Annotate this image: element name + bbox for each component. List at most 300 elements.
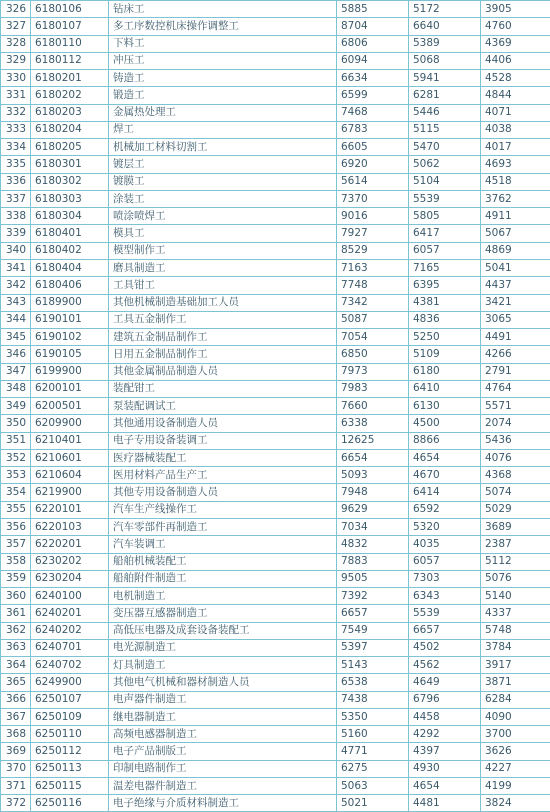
table-row	[1, 484, 550, 501]
value-low: 4518	[481, 173, 550, 190]
value-mid: 5470	[409, 139, 481, 156]
table-row	[1, 139, 550, 156]
occupation-code: 6240201	[31, 605, 109, 622]
value-low: 4760	[481, 18, 550, 35]
table-row	[1, 622, 550, 639]
table-row	[1, 242, 550, 259]
value-mid: 5941	[409, 70, 481, 87]
value-high: 5063	[337, 777, 409, 794]
occupation-code: 6210401	[31, 432, 109, 449]
value-high: 7370	[337, 190, 409, 207]
table-row	[1, 380, 550, 397]
value-low: 4090	[481, 708, 550, 725]
row-index: 369	[1, 743, 31, 760]
value-mid: 6417	[409, 225, 481, 242]
value-high: 7342	[337, 294, 409, 311]
occupation-code: 6180301	[31, 156, 109, 173]
value-high: 7468	[337, 104, 409, 121]
value-mid: 5805	[409, 208, 481, 225]
row-index: 351	[1, 432, 31, 449]
value-low: 5074	[481, 484, 550, 501]
value-high: 5087	[337, 311, 409, 328]
occupation-code: 6180204	[31, 121, 109, 138]
value-high: 5143	[337, 657, 409, 674]
occupation-name: 锻造工	[109, 87, 337, 104]
row-index: 360	[1, 588, 31, 605]
occupation-name: 下料工	[109, 35, 337, 52]
row-index: 367	[1, 708, 31, 725]
row-index: 352	[1, 449, 31, 466]
occupation-code: 6219900	[31, 484, 109, 501]
table-row	[1, 518, 550, 535]
occupation-name: 冲压工	[109, 52, 337, 69]
occupation-name: 焊工	[109, 121, 337, 138]
table-row	[1, 190, 550, 207]
row-index: 347	[1, 363, 31, 380]
value-mid: 5104	[409, 173, 481, 190]
row-index: 341	[1, 259, 31, 276]
occupation-name: 变压器互感器制造工	[109, 605, 337, 622]
occupation-name: 涂装工	[109, 190, 337, 207]
table-row	[1, 639, 550, 656]
occupation-name: 继电器制造工	[109, 708, 337, 725]
value-low: 4437	[481, 277, 550, 294]
value-low: 4869	[481, 242, 550, 259]
occupation-code: 6210601	[31, 449, 109, 466]
value-high: 7927	[337, 225, 409, 242]
occupation-name: 镀层工	[109, 156, 337, 173]
value-mid: 7165	[409, 259, 481, 276]
value-mid: 6657	[409, 622, 481, 639]
value-low: 5029	[481, 501, 550, 518]
value-low: 4071	[481, 104, 550, 121]
row-index: 331	[1, 87, 31, 104]
row-index: 357	[1, 536, 31, 553]
row-index: 345	[1, 329, 31, 346]
value-low: 4844	[481, 87, 550, 104]
occupation-name: 其他电气机械和器材制造人员	[109, 674, 337, 691]
table-row	[1, 674, 550, 691]
occupation-code: 6209900	[31, 415, 109, 432]
occupation-name: 电机制造工	[109, 588, 337, 605]
occupation-name: 磨具制造工	[109, 259, 337, 276]
value-mid: 5539	[409, 605, 481, 622]
value-high: 7948	[337, 484, 409, 501]
row-index: 343	[1, 294, 31, 311]
value-mid: 6057	[409, 553, 481, 570]
table-row	[1, 605, 550, 622]
value-low: 5571	[481, 398, 550, 415]
value-mid: 5172	[409, 1, 481, 18]
occupation-name: 镀膜工	[109, 173, 337, 190]
value-high: 7392	[337, 588, 409, 605]
value-high: 6920	[337, 156, 409, 173]
value-mid: 4654	[409, 449, 481, 466]
occupation-code: 6249900	[31, 674, 109, 691]
row-index: 348	[1, 380, 31, 397]
table-row	[1, 501, 550, 518]
row-index: 340	[1, 242, 31, 259]
value-mid: 5250	[409, 329, 481, 346]
occupation-code: 6230202	[31, 553, 109, 570]
value-mid: 7303	[409, 570, 481, 587]
table-row	[1, 743, 550, 760]
value-high: 6599	[337, 87, 409, 104]
value-low: 3626	[481, 743, 550, 760]
value-high: 6657	[337, 605, 409, 622]
value-mid: 6395	[409, 277, 481, 294]
row-index: 344	[1, 311, 31, 328]
occupation-code: 6180203	[31, 104, 109, 121]
occupation-code: 6210604	[31, 467, 109, 484]
value-low: 5041	[481, 259, 550, 276]
occupation-name: 工具钳工	[109, 277, 337, 294]
table-row	[1, 708, 550, 725]
value-mid: 4292	[409, 726, 481, 743]
row-index: 342	[1, 277, 31, 294]
row-index: 336	[1, 173, 31, 190]
row-index: 334	[1, 139, 31, 156]
occupation-code: 6180107	[31, 18, 109, 35]
value-mid: 4035	[409, 536, 481, 553]
row-index: 368	[1, 726, 31, 743]
occupation-code: 6240100	[31, 588, 109, 605]
value-high: 6806	[337, 35, 409, 52]
table-row	[1, 225, 550, 242]
occupation-name: 电声器件制造工	[109, 691, 337, 708]
value-high: 6275	[337, 760, 409, 777]
occupation-name: 装配钳工	[109, 380, 337, 397]
value-low: 4528	[481, 70, 550, 87]
value-mid: 5539	[409, 190, 481, 207]
occupation-code: 6250115	[31, 777, 109, 794]
value-high: 5885	[337, 1, 409, 18]
table-row	[1, 467, 550, 484]
value-low: 4038	[481, 121, 550, 138]
occupation-code: 6220101	[31, 501, 109, 518]
value-low: 3762	[481, 190, 550, 207]
table-row	[1, 777, 550, 794]
row-index: 371	[1, 777, 31, 794]
value-mid: 4649	[409, 674, 481, 691]
table-row	[1, 208, 550, 225]
table-row	[1, 553, 550, 570]
value-mid: 4381	[409, 294, 481, 311]
value-low: 4227	[481, 760, 550, 777]
value-low: 4337	[481, 605, 550, 622]
occupation-name: 电光源制造工	[109, 639, 337, 656]
row-index: 366	[1, 691, 31, 708]
occupation-name: 汽车生产线操作工	[109, 501, 337, 518]
table-row	[1, 52, 550, 69]
value-high: 6850	[337, 346, 409, 363]
value-high: 5397	[337, 639, 409, 656]
occupation-code: 6220103	[31, 518, 109, 535]
value-low: 3689	[481, 518, 550, 535]
table-row	[1, 173, 550, 190]
table-row	[1, 121, 550, 138]
value-high: 5021	[337, 795, 409, 812]
value-high: 9016	[337, 208, 409, 225]
value-high: 5614	[337, 173, 409, 190]
row-index: 365	[1, 674, 31, 691]
occupation-name: 船舶附件制造工	[109, 570, 337, 587]
value-low: 3784	[481, 639, 550, 656]
value-low: 5067	[481, 225, 550, 242]
row-index: 332	[1, 104, 31, 121]
value-low: 6284	[481, 691, 550, 708]
table-row	[1, 311, 550, 328]
value-mid: 5389	[409, 35, 481, 52]
row-index: 330	[1, 70, 31, 87]
row-index: 350	[1, 415, 31, 432]
row-index: 337	[1, 190, 31, 207]
table-row	[1, 18, 550, 35]
occupation-name: 高频电感器制造工	[109, 726, 337, 743]
value-mid: 5109	[409, 346, 481, 363]
occupation-name: 汽车零部件再制造工	[109, 518, 337, 535]
value-low: 5076	[481, 570, 550, 587]
value-high: 6654	[337, 449, 409, 466]
value-mid: 6057	[409, 242, 481, 259]
occupation-code: 6240701	[31, 639, 109, 656]
table-row	[1, 588, 550, 605]
occupation-code: 6250110	[31, 726, 109, 743]
occupation-name: 电子产品制版工	[109, 743, 337, 760]
value-high: 7660	[337, 398, 409, 415]
occupation-name: 多工序数控机床操作调整工	[109, 18, 337, 35]
value-mid: 6410	[409, 380, 481, 397]
row-index: 338	[1, 208, 31, 225]
occupation-name: 泵装配调试工	[109, 398, 337, 415]
table-row	[1, 277, 550, 294]
value-high: 9505	[337, 570, 409, 587]
value-low: 5112	[481, 553, 550, 570]
value-high: 7748	[337, 277, 409, 294]
occupation-name: 灯具制造工	[109, 657, 337, 674]
table-row	[1, 104, 550, 121]
value-low: 4369	[481, 35, 550, 52]
table-body	[1, 1, 550, 812]
row-index: 372	[1, 795, 31, 812]
occupation-name: 船舶机械装配工	[109, 553, 337, 570]
occupation-name: 其他机械制造基础加工人员	[109, 294, 337, 311]
table-row	[1, 294, 550, 311]
occupation-code: 6180202	[31, 87, 109, 104]
occupation-code: 6240702	[31, 657, 109, 674]
occupation-code: 6180303	[31, 190, 109, 207]
occupation-code: 6250116	[31, 795, 109, 812]
value-high: 8704	[337, 18, 409, 35]
table-row	[1, 536, 550, 553]
row-index: 362	[1, 622, 31, 639]
table-row	[1, 35, 550, 52]
value-mid: 4458	[409, 708, 481, 725]
occupation-code: 6250112	[31, 743, 109, 760]
occupation-name: 印制电路制作工	[109, 760, 337, 777]
value-mid: 4654	[409, 777, 481, 794]
value-high: 7163	[337, 259, 409, 276]
row-index: 354	[1, 484, 31, 501]
value-low: 3917	[481, 657, 550, 674]
value-low: 3905	[481, 1, 550, 18]
table-row	[1, 760, 550, 777]
occupation-name: 其他通用设备制造人员	[109, 415, 337, 432]
value-low: 5140	[481, 588, 550, 605]
value-low: 2387	[481, 536, 550, 553]
row-index: 349	[1, 398, 31, 415]
value-mid: 4930	[409, 760, 481, 777]
row-index: 328	[1, 35, 31, 52]
occupation-code: 6200101	[31, 380, 109, 397]
value-low: 3700	[481, 726, 550, 743]
table-row	[1, 795, 550, 812]
value-low: 4693	[481, 156, 550, 173]
row-index: 361	[1, 605, 31, 622]
table-row	[1, 70, 550, 87]
value-mid: 4502	[409, 639, 481, 656]
occupation-code: 6200501	[31, 398, 109, 415]
row-index: 327	[1, 18, 31, 35]
occupation-name: 日用五金制品制作工	[109, 346, 337, 363]
occupation-code: 6180201	[31, 70, 109, 87]
value-mid: 4562	[409, 657, 481, 674]
row-index: 326	[1, 1, 31, 18]
value-high: 6338	[337, 415, 409, 432]
occupation-code: 6180304	[31, 208, 109, 225]
occupation-code: 6180302	[31, 173, 109, 190]
occupation-name: 机械加工材料切割工	[109, 139, 337, 156]
value-mid: 6180	[409, 363, 481, 380]
value-high: 12625	[337, 432, 409, 449]
occupation-name: 模型制作工	[109, 242, 337, 259]
table-row	[1, 657, 550, 674]
row-index: 356	[1, 518, 31, 535]
value-mid: 6130	[409, 398, 481, 415]
value-low: 4076	[481, 449, 550, 466]
value-high: 7438	[337, 691, 409, 708]
occupation-name: 温差电器件制造工	[109, 777, 337, 794]
value-mid: 4397	[409, 743, 481, 760]
table-row	[1, 156, 550, 173]
table-row	[1, 415, 550, 432]
row-index: 333	[1, 121, 31, 138]
value-mid: 5446	[409, 104, 481, 121]
value-mid: 4481	[409, 795, 481, 812]
value-high: 5093	[337, 467, 409, 484]
occupation-name: 医疗器械装配工	[109, 449, 337, 466]
table-row	[1, 329, 550, 346]
row-index: 364	[1, 657, 31, 674]
table-row	[1, 1, 550, 18]
occupation-code: 6190105	[31, 346, 109, 363]
value-mid: 6414	[409, 484, 481, 501]
occupation-code: 6180404	[31, 259, 109, 276]
value-high: 6634	[337, 70, 409, 87]
value-mid: 6640	[409, 18, 481, 35]
table-row	[1, 346, 550, 363]
row-index: 355	[1, 501, 31, 518]
occupation-code: 6250107	[31, 691, 109, 708]
value-mid: 6592	[409, 501, 481, 518]
occupation-code: 6189900	[31, 294, 109, 311]
value-high: 7549	[337, 622, 409, 639]
table-row	[1, 449, 550, 466]
value-mid: 6281	[409, 87, 481, 104]
row-index: 335	[1, 156, 31, 173]
occupation-code: 6180112	[31, 52, 109, 69]
value-low: 4368	[481, 467, 550, 484]
table-row	[1, 259, 550, 276]
value-high: 5160	[337, 726, 409, 743]
value-high: 7883	[337, 553, 409, 570]
value-low: 3065	[481, 311, 550, 328]
occupation-code: 6180401	[31, 225, 109, 242]
value-mid: 5068	[409, 52, 481, 69]
value-high: 5350	[337, 708, 409, 725]
occupation-code: 6240202	[31, 622, 109, 639]
value-low: 4764	[481, 380, 550, 397]
table-row	[1, 570, 550, 587]
row-index: 370	[1, 760, 31, 777]
value-high: 6094	[337, 52, 409, 69]
value-high: 4832	[337, 536, 409, 553]
value-low: 5748	[481, 622, 550, 639]
value-low: 2791	[481, 363, 550, 380]
occupation-code: 6180402	[31, 242, 109, 259]
value-high: 6538	[337, 674, 409, 691]
row-index: 363	[1, 639, 31, 656]
occupation-name: 其他专用设备制造人员	[109, 484, 337, 501]
occupation-name: 喷涂喷焊工	[109, 208, 337, 225]
occupation-name: 电子专用设备装调工	[109, 432, 337, 449]
value-low: 4266	[481, 346, 550, 363]
occupation-name: 电子绝缘与介质材料制造工	[109, 795, 337, 812]
table-row	[1, 691, 550, 708]
value-high: 7973	[337, 363, 409, 380]
table-row	[1, 87, 550, 104]
value-high: 6783	[337, 121, 409, 138]
value-high: 7034	[337, 518, 409, 535]
occupation-name: 汽车装调工	[109, 536, 337, 553]
value-low: 3421	[481, 294, 550, 311]
occupation-name: 工具五金制作工	[109, 311, 337, 328]
occupation-code: 6180106	[31, 1, 109, 18]
table-row	[1, 726, 550, 743]
row-index: 329	[1, 52, 31, 69]
value-low: 4491	[481, 329, 550, 346]
value-low: 4199	[481, 777, 550, 794]
value-high: 7983	[337, 380, 409, 397]
occupation-name: 其他金属制品制造人员	[109, 363, 337, 380]
occupation-name: 铸造工	[109, 70, 337, 87]
row-index: 346	[1, 346, 31, 363]
occupation-code: 6190102	[31, 329, 109, 346]
value-low: 4911	[481, 208, 550, 225]
row-index: 339	[1, 225, 31, 242]
value-mid: 4670	[409, 467, 481, 484]
occupation-code: 6230204	[31, 570, 109, 587]
value-high: 7054	[337, 329, 409, 346]
value-mid: 5115	[409, 121, 481, 138]
occupation-code: 6199900	[31, 363, 109, 380]
value-mid: 4836	[409, 311, 481, 328]
occupation-name: 医用材料产品生产工	[109, 467, 337, 484]
occupation-code: 6250113	[31, 760, 109, 777]
row-index: 358	[1, 553, 31, 570]
occupation-name: 建筑五金制品制作工	[109, 329, 337, 346]
value-low: 4017	[481, 139, 550, 156]
